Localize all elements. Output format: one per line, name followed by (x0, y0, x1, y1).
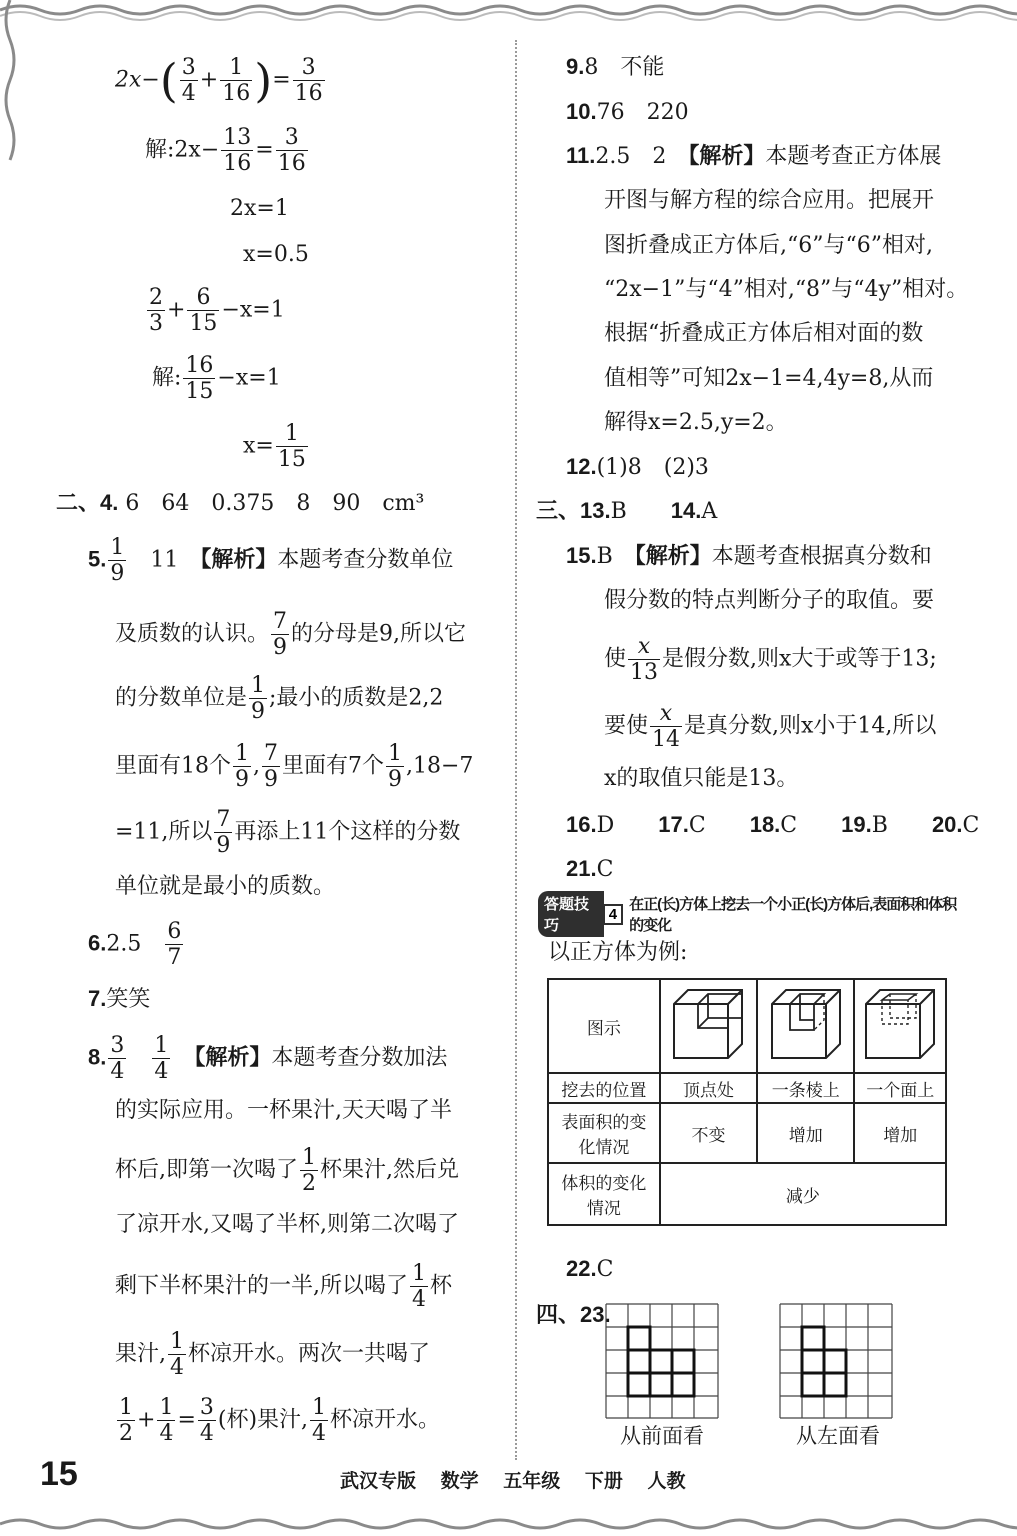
figure-corner-cut (660, 979, 757, 1073)
left-border-decoration (0, 0, 22, 1536)
surface-change-face: 增加 (854, 1103, 946, 1163)
question-8-line-2: 的实际应用。一杯果汁,天天喝了半 (115, 1098, 452, 1123)
question-8-line-6: 果汁, $\frac{1}{4}$ 杯凉开水。两次一共喝了 (115, 1329, 431, 1381)
equation-1: 2x−( $\frac{3}{4}$ + $\frac{1}{16}$ )= $\frac{3}{16}$ (115, 53, 323, 108)
cut-position-edge: 一条棱上 (757, 1073, 854, 1103)
tip-intro: 以正方体为例: (548, 940, 688, 965)
tip-label: 答题技巧 (538, 891, 604, 937)
question-10: 10.76 220 (566, 99, 689, 125)
table-head-cut-position: 挖去的位置 (548, 1073, 660, 1103)
cube-face-cut-icon (860, 984, 940, 1064)
question-8-line-3: 杯后,即第一次喝了 $\frac{1}{2}$ 杯果汁,然后兑 (115, 1145, 459, 1197)
equation-7: x= $\frac{1}{15}$ (243, 421, 306, 473)
equation-2: 解:2x− $\frac{13}{16}$ = $\frac{3}{16}$ (145, 125, 306, 177)
question-5-line-6: 单位就是最小的质数。 (115, 874, 336, 899)
question-15-line-5: x的取值只能是13。 (604, 766, 799, 791)
question-4: 二、4. 6 64 0.375 8 90 cm³ (56, 490, 425, 516)
question-15-line-3: 使 $\frac{x}{13}$ 是假分数,则x大于或等于13; (604, 634, 937, 686)
table-head-surface-change: 表面积的变 化情况 (548, 1103, 660, 1163)
question-22: 22.C (566, 1256, 614, 1282)
question-11-line-1: 11.2.5 2 【解析】本题考查正方体展 (566, 143, 942, 169)
cube-corner-cut-icon (668, 984, 748, 1064)
question-9: 9.8 不能 (566, 54, 665, 80)
question-5-line-5: =11,所以 $\frac{7}{9}$ 再添上11个这样的分数 (115, 807, 461, 859)
question-12: 12.(1)8 (2)3 (566, 454, 709, 480)
question-8-line-4: 了凉开水,又喝了半杯,则第二次喝了 (115, 1212, 459, 1237)
question-15-line-2: 假分数的特点判断分子的取值。要 (604, 588, 935, 613)
question-8-line-7: $\frac{1}{2}$ + $\frac{1}{4}$ = $\frac{3}{4}$ (杯)果汁, $\frac{1}{4}$ 杯凉开水。 (119, 1395, 441, 1447)
table-head-figure: 图示 (548, 979, 660, 1073)
question-8-line-1: 8. $\frac{3}{4}$ $\frac{1}{4}$ 【解析】本题考查分数加法 (88, 1033, 448, 1085)
table-head-volume-change: 体积的变化 情况 (548, 1163, 660, 1225)
question-8-line-5: 剩下半杯果汁的一半,所以喝了 $\frac{1}{4}$ 杯 (115, 1261, 453, 1313)
question-11-line-3: 图折叠成正方体后,“6”与“6”相对, (604, 233, 933, 258)
equation-4: x=0.5 (243, 242, 309, 267)
answer-tip-banner (538, 896, 960, 934)
question-7: 7.笑笑 (88, 986, 151, 1012)
equation-3: 2x=1 (230, 196, 289, 221)
question-5-line-4: 里面有18个 $\frac{1}{9}$ , $\frac{7}{9}$ 里面有7个 $\frac{1}{9}$ ,18−7 (115, 741, 474, 793)
question-23-label: 四、23. (536, 1302, 611, 1327)
questions-16-20: 16.D 17.C 18.C 19.B 20.C (566, 812, 980, 838)
question-5-line-3: 的分数单位是 $\frac{1}{9}$ ;最小的质数是2,2 (115, 673, 444, 725)
tip-text: 在正(长)方体上挖去一个小正(长)方体后,表面积和体积的变化 (629, 896, 957, 934)
front-view-caption: 从前面看 (620, 1424, 704, 1448)
equation-6: 解: $\frac{16}{15}$ −x=1 (152, 353, 281, 405)
question-11-line-5: 根据“折叠成正方体后相对面的数 (604, 321, 924, 346)
question-15-line-1: 15.B 【解析】本题考查根据真分数和 (566, 543, 932, 569)
question-11-line-7: 解得x=2.5,y=2。 (604, 410, 788, 435)
surface-change-edge: 增加 (757, 1103, 854, 1163)
page-number: 15 (40, 1455, 78, 1493)
tip-number: 4 (603, 904, 623, 925)
figure-edge-cut (757, 979, 854, 1073)
footer-text: 武汉专版 数学 五年级 下册 人教 (340, 1470, 686, 1492)
left-view-grid (778, 1302, 894, 1420)
top-border-decoration (0, 0, 1017, 22)
column-divider (515, 40, 517, 1460)
question-11-line-2: 开图与解方程的综合应用。把展开 (604, 188, 935, 213)
volume-change-value: 减少 (660, 1163, 946, 1225)
question-5-line-1: 5. $\frac{1}{9}$ 11 【解析】本题考查分数单位 (88, 535, 454, 587)
front-view-grid (604, 1302, 720, 1420)
cube-edge-cut-icon (766, 984, 846, 1064)
question-11-line-4: “2x−1”与“4”相对,“8”与“4y”相对。 (604, 277, 969, 302)
equation-5: $\frac{2}{3}$ + $\frac{6}{15}$ −x=1 (149, 285, 285, 337)
left-view-caption: 从左面看 (796, 1424, 880, 1448)
question-15-line-4: 要使 $\frac{x}{14}$ 是真分数,则x小于14,所以 (604, 701, 937, 753)
question-5-line-2: 及质数的认识。 $\frac{7}{9}$ 的分母是9,所以它 (115, 609, 467, 661)
question-6: 6.2.5 $\frac{6}{7}$ (88, 919, 182, 971)
question-11-line-6: 值相等”可知2x−1=4,4y=8,从而 (604, 366, 934, 391)
surface-change-corner: 不变 (660, 1103, 757, 1163)
cut-position-face: 一个面上 (854, 1073, 946, 1103)
cube-change-table (547, 978, 947, 1226)
cut-position-corner: 顶点处 (660, 1073, 757, 1103)
figure-face-cut (854, 979, 946, 1073)
question-21: 21.C (566, 856, 614, 882)
question-13-14: 三、13.B 14.A (536, 498, 718, 524)
bottom-border-decoration (0, 1514, 1017, 1536)
